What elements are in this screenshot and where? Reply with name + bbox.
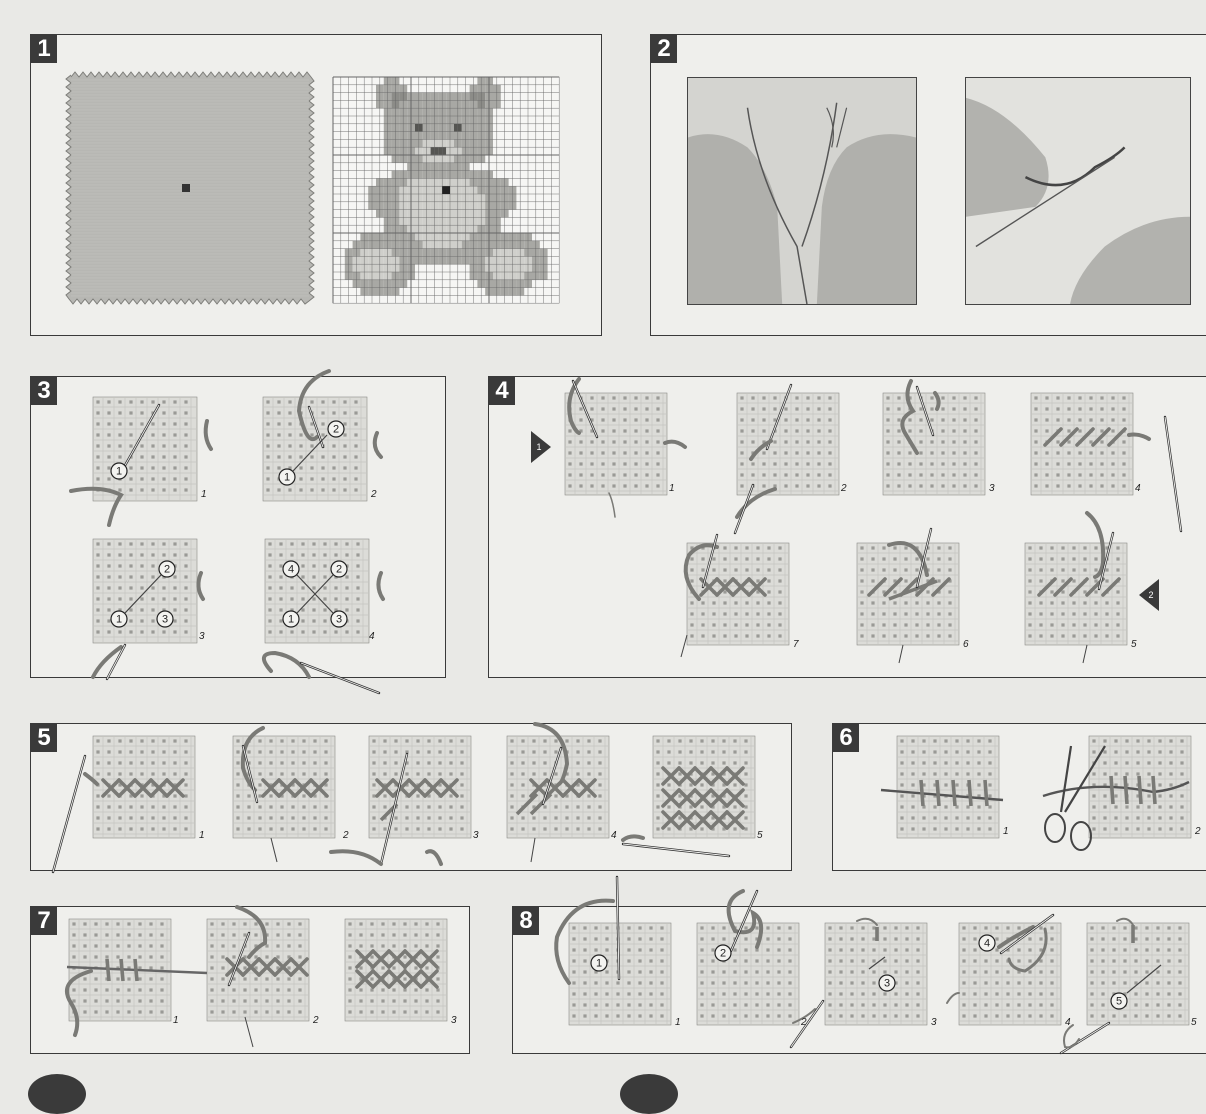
needle-point-marker [157,611,173,627]
fabric-swatch [897,736,999,838]
fabric-swatch [883,393,985,495]
fabric-swatch [93,397,197,501]
stitch [1139,776,1141,804]
center-mark [442,186,450,194]
teddy-bear-chart [333,77,559,303]
step-2-panel [650,34,1206,336]
stitch [985,780,987,806]
diagram-step-label: 4 [1065,1017,1071,1028]
step-5-illustration [31,724,791,870]
stitch [1153,776,1155,804]
next-step-marker-left [28,1074,86,1114]
needle-point-marker [279,469,295,485]
needle-point-marker [715,945,731,961]
diagram-step-label: 1 [1003,826,1009,837]
fabric-swatch [265,539,369,643]
svg-text:5: 5 [1115,995,1123,1008]
svg-text:3: 3 [161,613,169,626]
step-number: 7 [31,907,57,935]
step-number: 3 [31,377,57,405]
diagram-step-label: 1 [201,489,207,500]
svg-text:1: 1 [287,613,295,626]
svg-text:2: 2 [719,947,727,960]
thread [947,993,959,1003]
stitch [1111,776,1113,804]
step-8-panel [512,906,1206,1054]
svg-text:1: 1 [115,613,123,626]
needle-point-marker [328,421,344,437]
diagram-step-label: 5 [1131,639,1137,650]
thread [331,851,441,864]
needle-point-marker [283,561,299,577]
diagram-step-label: 7 [793,639,799,650]
svg-text:1: 1 [536,442,542,452]
next-step-marker-right [620,1074,678,1114]
needle-point-marker [111,611,127,627]
step-3-illustration [31,377,445,677]
stitch [921,780,923,806]
svg-text:2: 2 [332,423,340,436]
thread [375,433,381,457]
stitch [953,780,955,806]
diagram-step-label: 1 [675,1017,681,1028]
diagram-step-label: 2 [343,830,349,841]
step-3-panel [30,376,446,678]
arrow-left-icon [1139,579,1159,611]
step-6-illustration [833,724,1206,870]
thread [264,653,309,677]
fabric-swatch [345,919,447,1021]
fabric-swatch [565,393,667,495]
diagram-step-label: 2 [313,1015,319,1026]
fabric-square [66,72,314,304]
fabric-swatch [1087,923,1189,1025]
svg-text:1: 1 [115,465,123,478]
diagram-step-label: 5 [1191,1017,1197,1028]
svg-text:2: 2 [335,563,343,576]
step-6-panel [832,723,1206,871]
needle-point-marker [979,935,995,951]
step-8-illustration [513,907,1206,1053]
step-7-panel [30,906,470,1054]
needle-icon [623,844,729,856]
diagram-step-label: 2 [841,483,847,494]
diagram-step-label: 2 [1195,826,1201,837]
needle-point-marker [879,975,895,991]
step-5-panel [30,723,792,871]
needle-icon [1165,417,1181,531]
diagram-step-label: 1 [199,830,205,841]
svg-text:1: 1 [283,471,291,484]
needle-icon [53,756,85,872]
diagram-step-label: 4 [611,830,617,841]
diagram-step-label: 3 [473,830,479,841]
stitch [1125,776,1127,804]
fabric-swatch [263,397,367,501]
fabric-swatch [93,539,197,643]
needle-point-marker [1111,993,1127,1009]
needle-icon [301,663,379,693]
needle-point-marker [591,955,607,971]
diagram-step-label: 6 [963,639,969,650]
needle-point-marker [331,561,347,577]
diagram-step-label: 2 [371,489,377,500]
stitch [937,780,939,806]
needle-point-marker [283,611,299,627]
thread [378,573,383,599]
fabric-swatch [697,923,799,1025]
step-number: 1 [31,35,57,63]
diagram-step-label: 2 [801,1017,807,1028]
diagram-step-label: 3 [451,1015,457,1026]
svg-text:3: 3 [335,613,343,626]
fabric-swatch [737,393,839,495]
diagram-step-label: 3 [199,631,205,642]
stitch [969,780,971,806]
thread [198,573,203,599]
step-1-illustration [31,35,601,335]
svg-text:2: 2 [1148,590,1154,600]
stitch [121,959,123,981]
diagram-step-label: 3 [989,483,995,494]
stitch [107,959,109,981]
stitch [135,959,137,981]
step-1-panel [30,34,602,336]
step-number: 2 [651,35,677,63]
thread [623,836,643,840]
diagram-step-label: 4 [369,631,375,642]
diagram-step-label: 3 [931,1017,937,1028]
photo-separating-strands [687,77,917,305]
svg-text:4: 4 [287,563,295,576]
diagram-step-label: 4 [1135,483,1141,494]
diagram-step-label: 5 [757,830,763,841]
svg-text:2: 2 [163,563,171,576]
arrow-right-icon [531,431,551,463]
thread [609,493,615,517]
step-4-illustration [489,377,1206,677]
svg-text:3: 3 [883,977,891,990]
svg-text:4: 4 [983,937,991,950]
step-number: 6 [833,724,859,752]
needle-point-marker [331,611,347,627]
svg-text:1: 1 [595,957,603,970]
step-number: 8 [513,907,539,935]
step-7-illustration [31,907,469,1053]
step-number: 4 [489,377,515,405]
step-number: 5 [31,724,57,752]
thread [665,442,685,447]
diagram-step-label: 1 [669,483,675,494]
step-4-panel [488,376,1206,678]
center-mark [182,184,190,192]
needle-point-marker [159,561,175,577]
thread [206,421,211,449]
needle-point-marker [111,463,127,479]
photo-threading-needle [965,77,1191,305]
diagram-step-label: 1 [173,1015,179,1026]
